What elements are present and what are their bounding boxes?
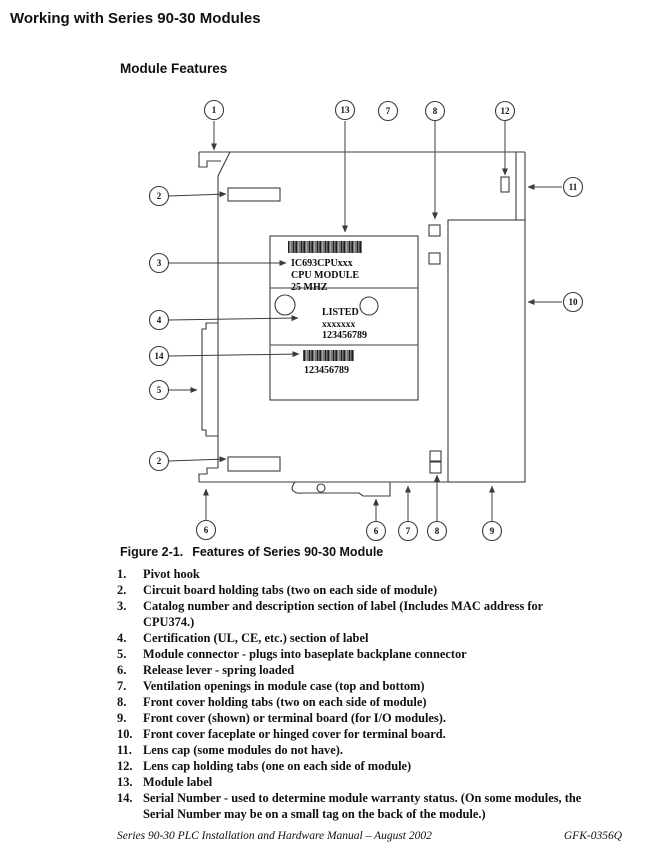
section-title: Module Features: [120, 61, 228, 76]
release-lever: [292, 482, 390, 496]
callout-9: [483, 522, 502, 541]
list-item: 2. Circuit board holding tabs (two on each side of module): [117, 583, 438, 597]
label-cert-number: 123456789: [322, 330, 367, 341]
callout-13: [336, 101, 355, 120]
circuit-board-tab-top: [228, 188, 280, 201]
pivot-hook: [199, 152, 230, 176]
svg-text:1: 1: [211, 105, 217, 116]
list-item: 1. Pivot hook: [117, 567, 200, 581]
callout-6-mid: [367, 522, 386, 541]
figure-caption-title: Features of Series 90-30 Module: [192, 545, 384, 559]
callout-2-top: [150, 187, 169, 206]
svg-text:11: 11: [568, 182, 578, 193]
svg-text:7: 7: [405, 526, 411, 537]
list-item: 7. Ventilation openings in module case (top and bottom): [117, 679, 425, 693]
list-item: 13. Module label: [117, 775, 213, 789]
certification-mark-icon: [275, 295, 295, 315]
list-item: 5. Module connector - plugs into baseplate backplane connector: [117, 647, 467, 661]
svg-text:5: 5: [156, 385, 162, 396]
label-cert-x: xxxxxxx: [322, 320, 356, 330]
callout-8-top: [426, 102, 445, 121]
front-cover-holding-tab: [430, 462, 441, 473]
callout-arrow: [169, 318, 298, 320]
svg-text:4: 4: [156, 315, 162, 326]
front-cover-holding-tab: [429, 225, 440, 236]
callout-12: [496, 102, 515, 121]
list-item: 3. Catalog number and description section of label (Includes MAC address for CPU374.): [117, 599, 543, 629]
svg-text:9: 9: [489, 526, 495, 537]
label-cert-listed: LISTED: [322, 307, 359, 318]
list-item: 12. Lens cap holding tabs (one on each side of module): [117, 759, 412, 773]
label-serial-number: 123456789: [304, 365, 349, 376]
svg-text:2: 2: [156, 456, 162, 467]
lens-cap-channel: [516, 152, 525, 220]
callout-7-bottom: [399, 522, 418, 541]
callout-6-left: [197, 521, 216, 540]
module-features-diagram: [0, 95, 648, 555]
callout-4: [150, 311, 169, 330]
callout-14: [150, 347, 169, 366]
list-item: 10. Front cover faceplate or hinged cover for terminal board.: [117, 727, 446, 741]
callout-10: [564, 293, 583, 312]
list-item: 8. Front cover holding tabs (two on each side of module): [117, 695, 427, 709]
svg-text:2: 2: [156, 191, 162, 202]
callout-1: [205, 101, 224, 120]
release-lever-pivot: [317, 484, 325, 492]
label-speed: 25 MHZ: [291, 282, 328, 293]
callout-arrow: [169, 354, 299, 356]
certification-mark-icon: [360, 297, 378, 315]
callout-7-top: [379, 102, 398, 121]
front-cover: [448, 220, 525, 482]
callout-11: [564, 178, 583, 197]
figure-caption-label: Figure 2-1.: [120, 545, 184, 559]
feature-list: [117, 566, 595, 822]
circuit-board-tab-bottom: [228, 457, 280, 471]
svg-text:8: 8: [432, 106, 438, 117]
list-item: 4. Certification (UL, CE, etc.) section of label: [117, 631, 369, 645]
page-footer: [117, 830, 622, 842]
footer-manual-title: Series 90-30 PLC Installation and Hardware Manual – August 2002: [117, 830, 432, 842]
callout-2-bottom: [150, 452, 169, 471]
page-title: Working with Series 90-30 Modules: [10, 10, 261, 27]
svg-text:10: 10: [568, 297, 578, 308]
svg-text:14: 14: [154, 351, 164, 362]
callout-3: [150, 254, 169, 273]
svg-text:6: 6: [373, 526, 379, 537]
lens-cap: [501, 177, 509, 192]
list-item: 14. Serial Number - used to determine module warranty status. (On some modules, the Serial Number may be on a small tag on the back of the module.): [117, 791, 582, 821]
front-cover-holding-tab: [430, 451, 441, 461]
callout-8-bottom: [428, 522, 447, 541]
svg-text:13: 13: [340, 105, 350, 116]
callout-5: [150, 381, 169, 400]
svg-text:7: 7: [385, 106, 391, 117]
svg-text:12: 12: [500, 106, 510, 117]
front-cover-holding-tab: [429, 253, 440, 264]
svg-text:6: 6: [203, 525, 209, 536]
label-description: CPU MODULE: [291, 270, 360, 281]
list-item: 11. Lens cap (some modules do not have).: [117, 743, 343, 757]
label-catalog-number: IC693CPUxxx: [291, 258, 353, 269]
list-item: 6. Release lever - spring loaded: [117, 663, 295, 677]
pivot-hook-bottom: [199, 468, 218, 482]
svg-text:3: 3: [156, 258, 162, 269]
figure-caption: [120, 545, 383, 559]
svg-text:8: 8: [434, 526, 440, 537]
serial-barcode-icon: [303, 350, 354, 361]
footer-doc-number: GFK-0356Q: [563, 830, 622, 842]
catalog-barcode-icon: [288, 241, 362, 253]
module-connector: [202, 323, 218, 436]
list-item: 9. Front cover (shown) or terminal board (for I/O modules).: [117, 711, 446, 725]
